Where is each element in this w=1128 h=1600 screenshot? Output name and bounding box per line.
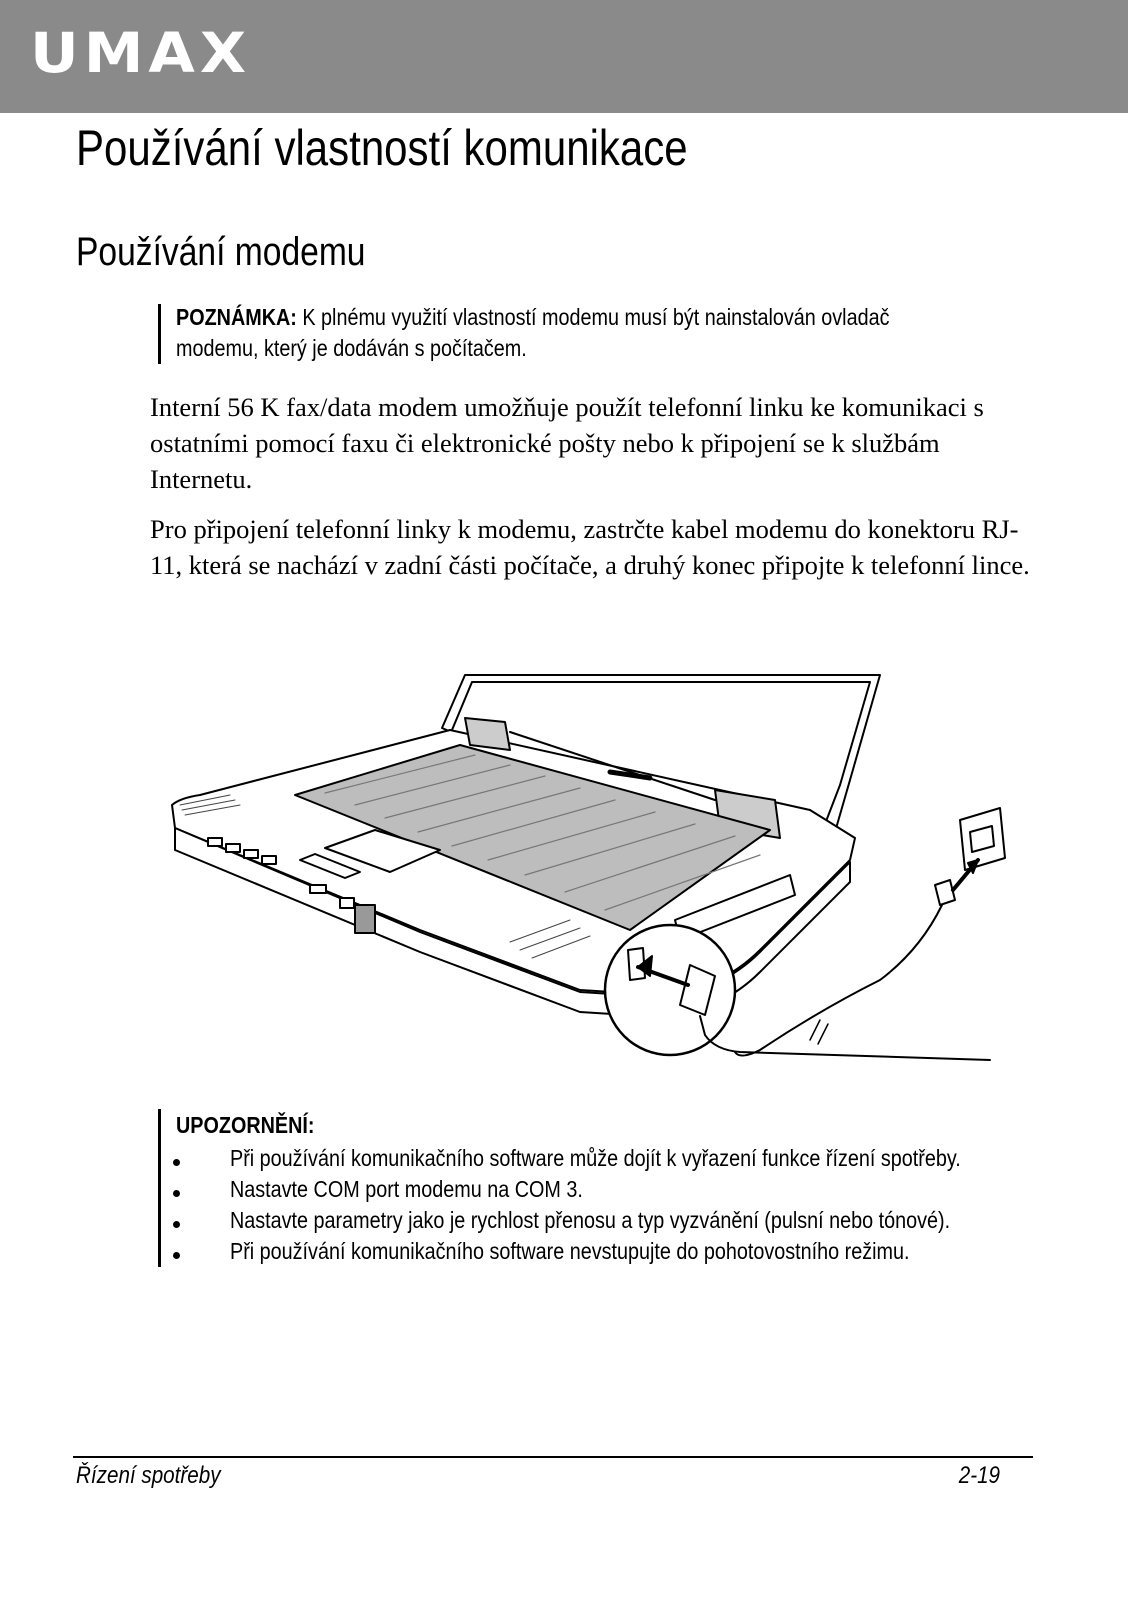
note-line-2: modemu, který je dodáván s počítačem.: [176, 335, 527, 361]
caution-item-text: Nastavte parametry jako je rychlost přenosu a typ vyzvánění (pulsní nebo tónové).: [230, 1207, 951, 1233]
caution-item-text: Při používání komunikačního software nevstupujte do pohotovostního režimu.: [230, 1238, 910, 1264]
caution-item: [161, 1143, 1061, 1174]
page-title: Používání vlastností komunikace: [76, 120, 688, 176]
bullet-icon: [173, 1252, 180, 1259]
paragraph-connection: Pro připojení telefonní linky k modemu, zastrčte kabel modemu do konektoru RJ-11, která se nachází v zadní části počítače, a druhý konec připojte k telefonní lince.: [150, 514, 1030, 580]
caution-item: [161, 1174, 1061, 1205]
note-label: POZNÁMKA:: [176, 304, 297, 330]
footer-page-number: 2-19: [958, 1462, 1000, 1489]
footer-section-name: Řízení spotřeby: [76, 1462, 221, 1489]
footer-rule: [73, 1456, 1033, 1458]
laptop-modem-illustration: [160, 660, 1040, 1100]
section-title: Používání modemu: [76, 230, 366, 274]
caution-label: UPOZORNĚNÍ:: [176, 1112, 315, 1138]
caution-item: [161, 1205, 1061, 1236]
caution-item-text: Při používání komunikačního software může dojít k vyřazení funkce řízení spotřeby.: [230, 1145, 961, 1171]
note-block: [158, 304, 1041, 364]
caution-item: [161, 1236, 1061, 1267]
header-band: [0, 0, 1128, 113]
bullet-icon: [173, 1190, 180, 1197]
brand-logo: UMAX: [30, 21, 252, 86]
caution-list: [161, 1143, 1061, 1267]
caution-block: [158, 1109, 1061, 1267]
note-line-1: K plnému využití vlastností modemu musí být nainstalován ovladač: [296, 304, 890, 330]
note-text: [176, 302, 1036, 364]
caution-item-text: Nastavte COM port modemu na COM 3.: [230, 1176, 583, 1202]
bullet-icon: [173, 1159, 180, 1166]
paragraph-modem-intro: Interní 56 K fax/data modem umožňuje použít telefonní linku ke komunikaci s ostatními pomocí faxu či elektronické pošty nebo k připojení se k službám Internetu.: [150, 392, 984, 494]
bullet-icon: [173, 1221, 180, 1228]
